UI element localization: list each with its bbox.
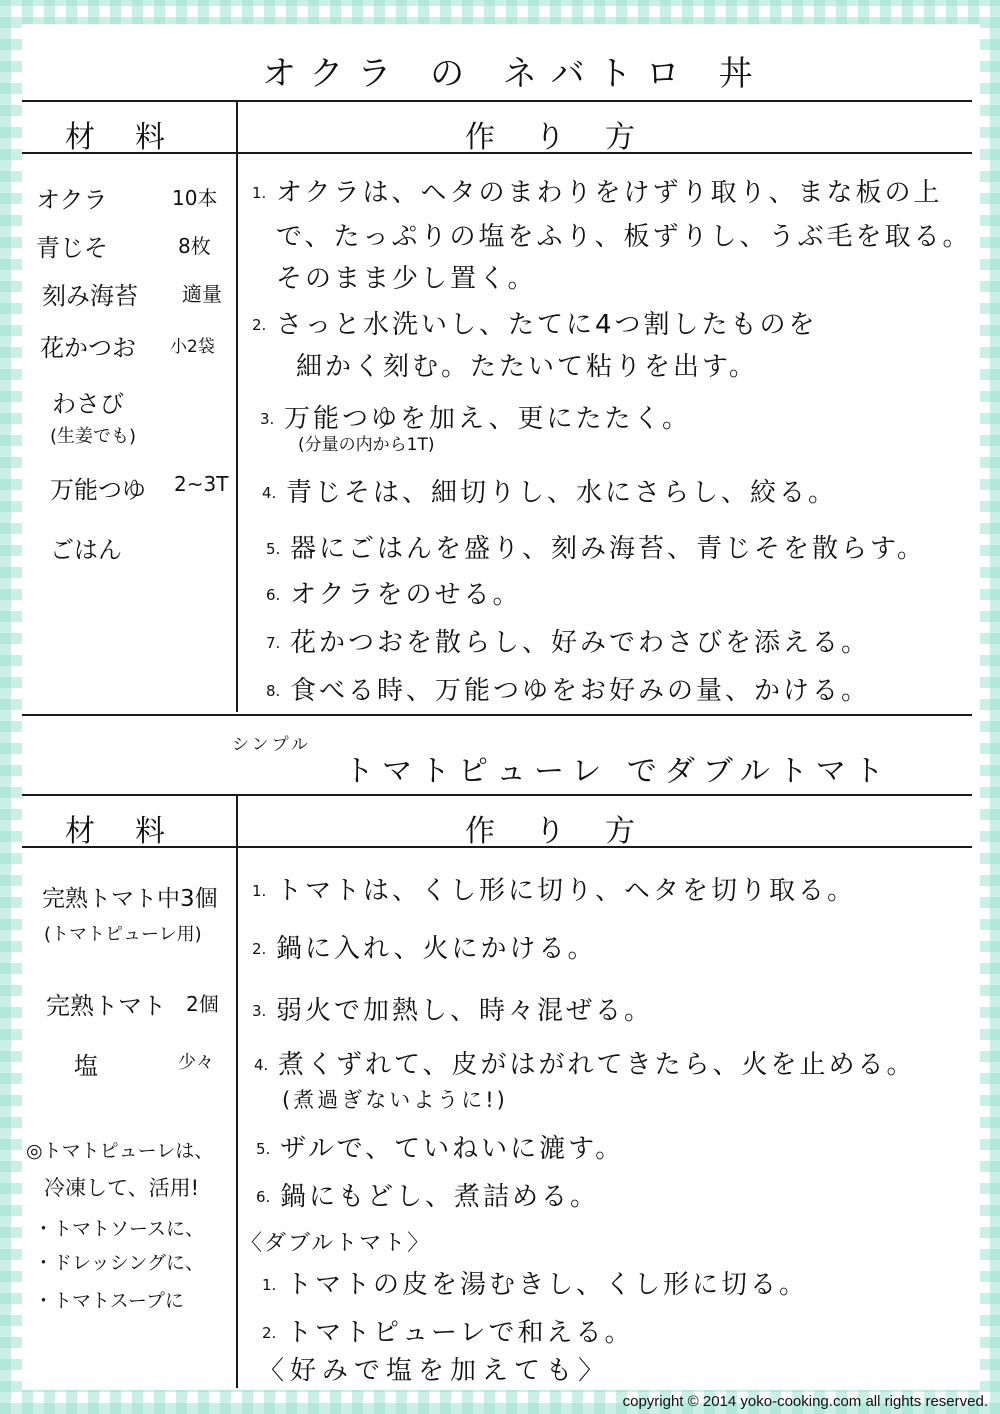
rule-top-2 xyxy=(22,794,972,796)
recipe2-step-2: 2. 鍋に入れ、火にかける。 xyxy=(252,934,597,964)
recipe1-step-4: 4. 青じそは、細切りし、水にさらし、絞る。 xyxy=(262,478,838,508)
column-divider-2 xyxy=(236,794,238,1388)
copyright-notice: copyright © 2014 yoko-cooking.com all rights reserved. xyxy=(622,1393,988,1410)
ingredient-ripe-tomato-note: (トマトピューレ用) xyxy=(44,924,202,945)
recipe2-subtitle: シンプル xyxy=(232,735,311,755)
tip-item-soup: ・トマトスープに xyxy=(34,1290,184,1312)
rule-section-divider xyxy=(22,714,972,716)
double-tomato-note: 〈好みで塩を加えても〉 xyxy=(258,1356,611,1386)
ingredient-rice: ごはん xyxy=(50,536,122,564)
recipe2-step-4-note: (煮過ぎないように!) xyxy=(282,1088,508,1112)
recipe1-step-1-line-2: で、たっぷりの塩をふり、板ずりし、うぶ毛を取る。 xyxy=(276,222,972,252)
ingredient-katsuobushi: 花かつお 小2袋 xyxy=(40,334,215,362)
ingredient-nori: 刻み海苔 適量 xyxy=(42,282,222,310)
ingredient-ripe-tomato: 完熟トマト 2個 xyxy=(46,992,219,1020)
tip-subtitle: 冷凍して、活用! xyxy=(44,1176,199,1200)
ingredient-okra: オクラ 10本 xyxy=(36,186,218,214)
column-divider-1 xyxy=(236,100,238,712)
tip-item-sauce: ・トマトソースに、 xyxy=(34,1218,205,1240)
tip-title: ◎トマトピューレは、 xyxy=(26,1140,214,1162)
recipe2-method-header: 作り方 xyxy=(465,814,675,849)
recipe2-step-3: 3. 弱火で加熱し、時々混ぜる。 xyxy=(252,996,654,1026)
ingredient-salt: 塩 少々 xyxy=(74,1052,214,1080)
recipe1-step-6: 6. オクラをのせる。 xyxy=(266,580,522,610)
recipe1-ingredients-header: 材料 xyxy=(65,120,205,155)
rule-top-1 xyxy=(22,100,972,102)
double-tomato-step-1: 1. トマトの皮を湯むきし、くし形に切る。 xyxy=(262,1270,809,1300)
double-tomato-step-2: 2. トマトピューレで和える。 xyxy=(262,1318,634,1348)
ingredient-wasabi-note: (生姜でも) xyxy=(50,426,137,447)
recipe1-title: オクラ の ネバトロ 丼 xyxy=(262,54,767,94)
recipe1-step-2-line-2: 細かく刻む。たたいて粘りを出す。 xyxy=(296,352,758,382)
recipe1-step-2: 2. さっと水洗いし、たてに4つ割したものを xyxy=(252,310,818,340)
ingredient-wasabi: わさび xyxy=(52,390,124,418)
recipe1-step-3: 3. 万能つゆを加え、更にたたく。 xyxy=(260,404,692,434)
recipe2-step-4: 4. 煮くずれて、皮がはがれてきたら、火を止める。 xyxy=(254,1050,916,1080)
ingredient-ripe-tomato-medium: 完熟トマト中3個 xyxy=(42,886,218,912)
recipe1-step-7: 7. 花かつおを散らし、好みでわさびを添える。 xyxy=(266,628,871,658)
tip-item-dressing: ・ドレッシングに、 xyxy=(34,1252,204,1274)
recipe1-step-3-note: (分量の内から1T) xyxy=(298,435,435,455)
recipe1-step-5: 5. 器にごはんを盛り、刻み海苔、青じそを散らす。 xyxy=(266,534,926,564)
recipe2-ingredients-header: 材料 xyxy=(65,814,205,849)
recipe2-step-6: 6. 鍋にもどし、煮詰める。 xyxy=(256,1182,600,1212)
ingredient-tsuyu: 万能つゆ 2~3T xyxy=(50,472,229,504)
recipe2-step-1: 1. トマトは、くし形に切り、ヘタを切り取る。 xyxy=(252,876,857,906)
recipe1-step-1-line-3: そのまま少し置く。 xyxy=(276,264,537,294)
recipe1-method-header: 作り方 xyxy=(465,120,675,155)
recipe2-step-5: 5. ザルで、ていねいに漉す。 xyxy=(256,1134,625,1164)
recipe1-step-1: 1. オクラは、ヘタのまわりをけずり取り、まな板の上 xyxy=(252,178,943,208)
recipe2-title: トマトピューレ でダブルトマト xyxy=(344,754,892,789)
double-tomato-heading: 〈ダブルトマト〉 xyxy=(240,1231,432,1256)
recipe1-step-8: 8. 食べる時、万能つゆをお好みの量、かける。 xyxy=(266,676,871,706)
ingredient-aojiso: 青じそ 8枚 xyxy=(36,234,211,262)
